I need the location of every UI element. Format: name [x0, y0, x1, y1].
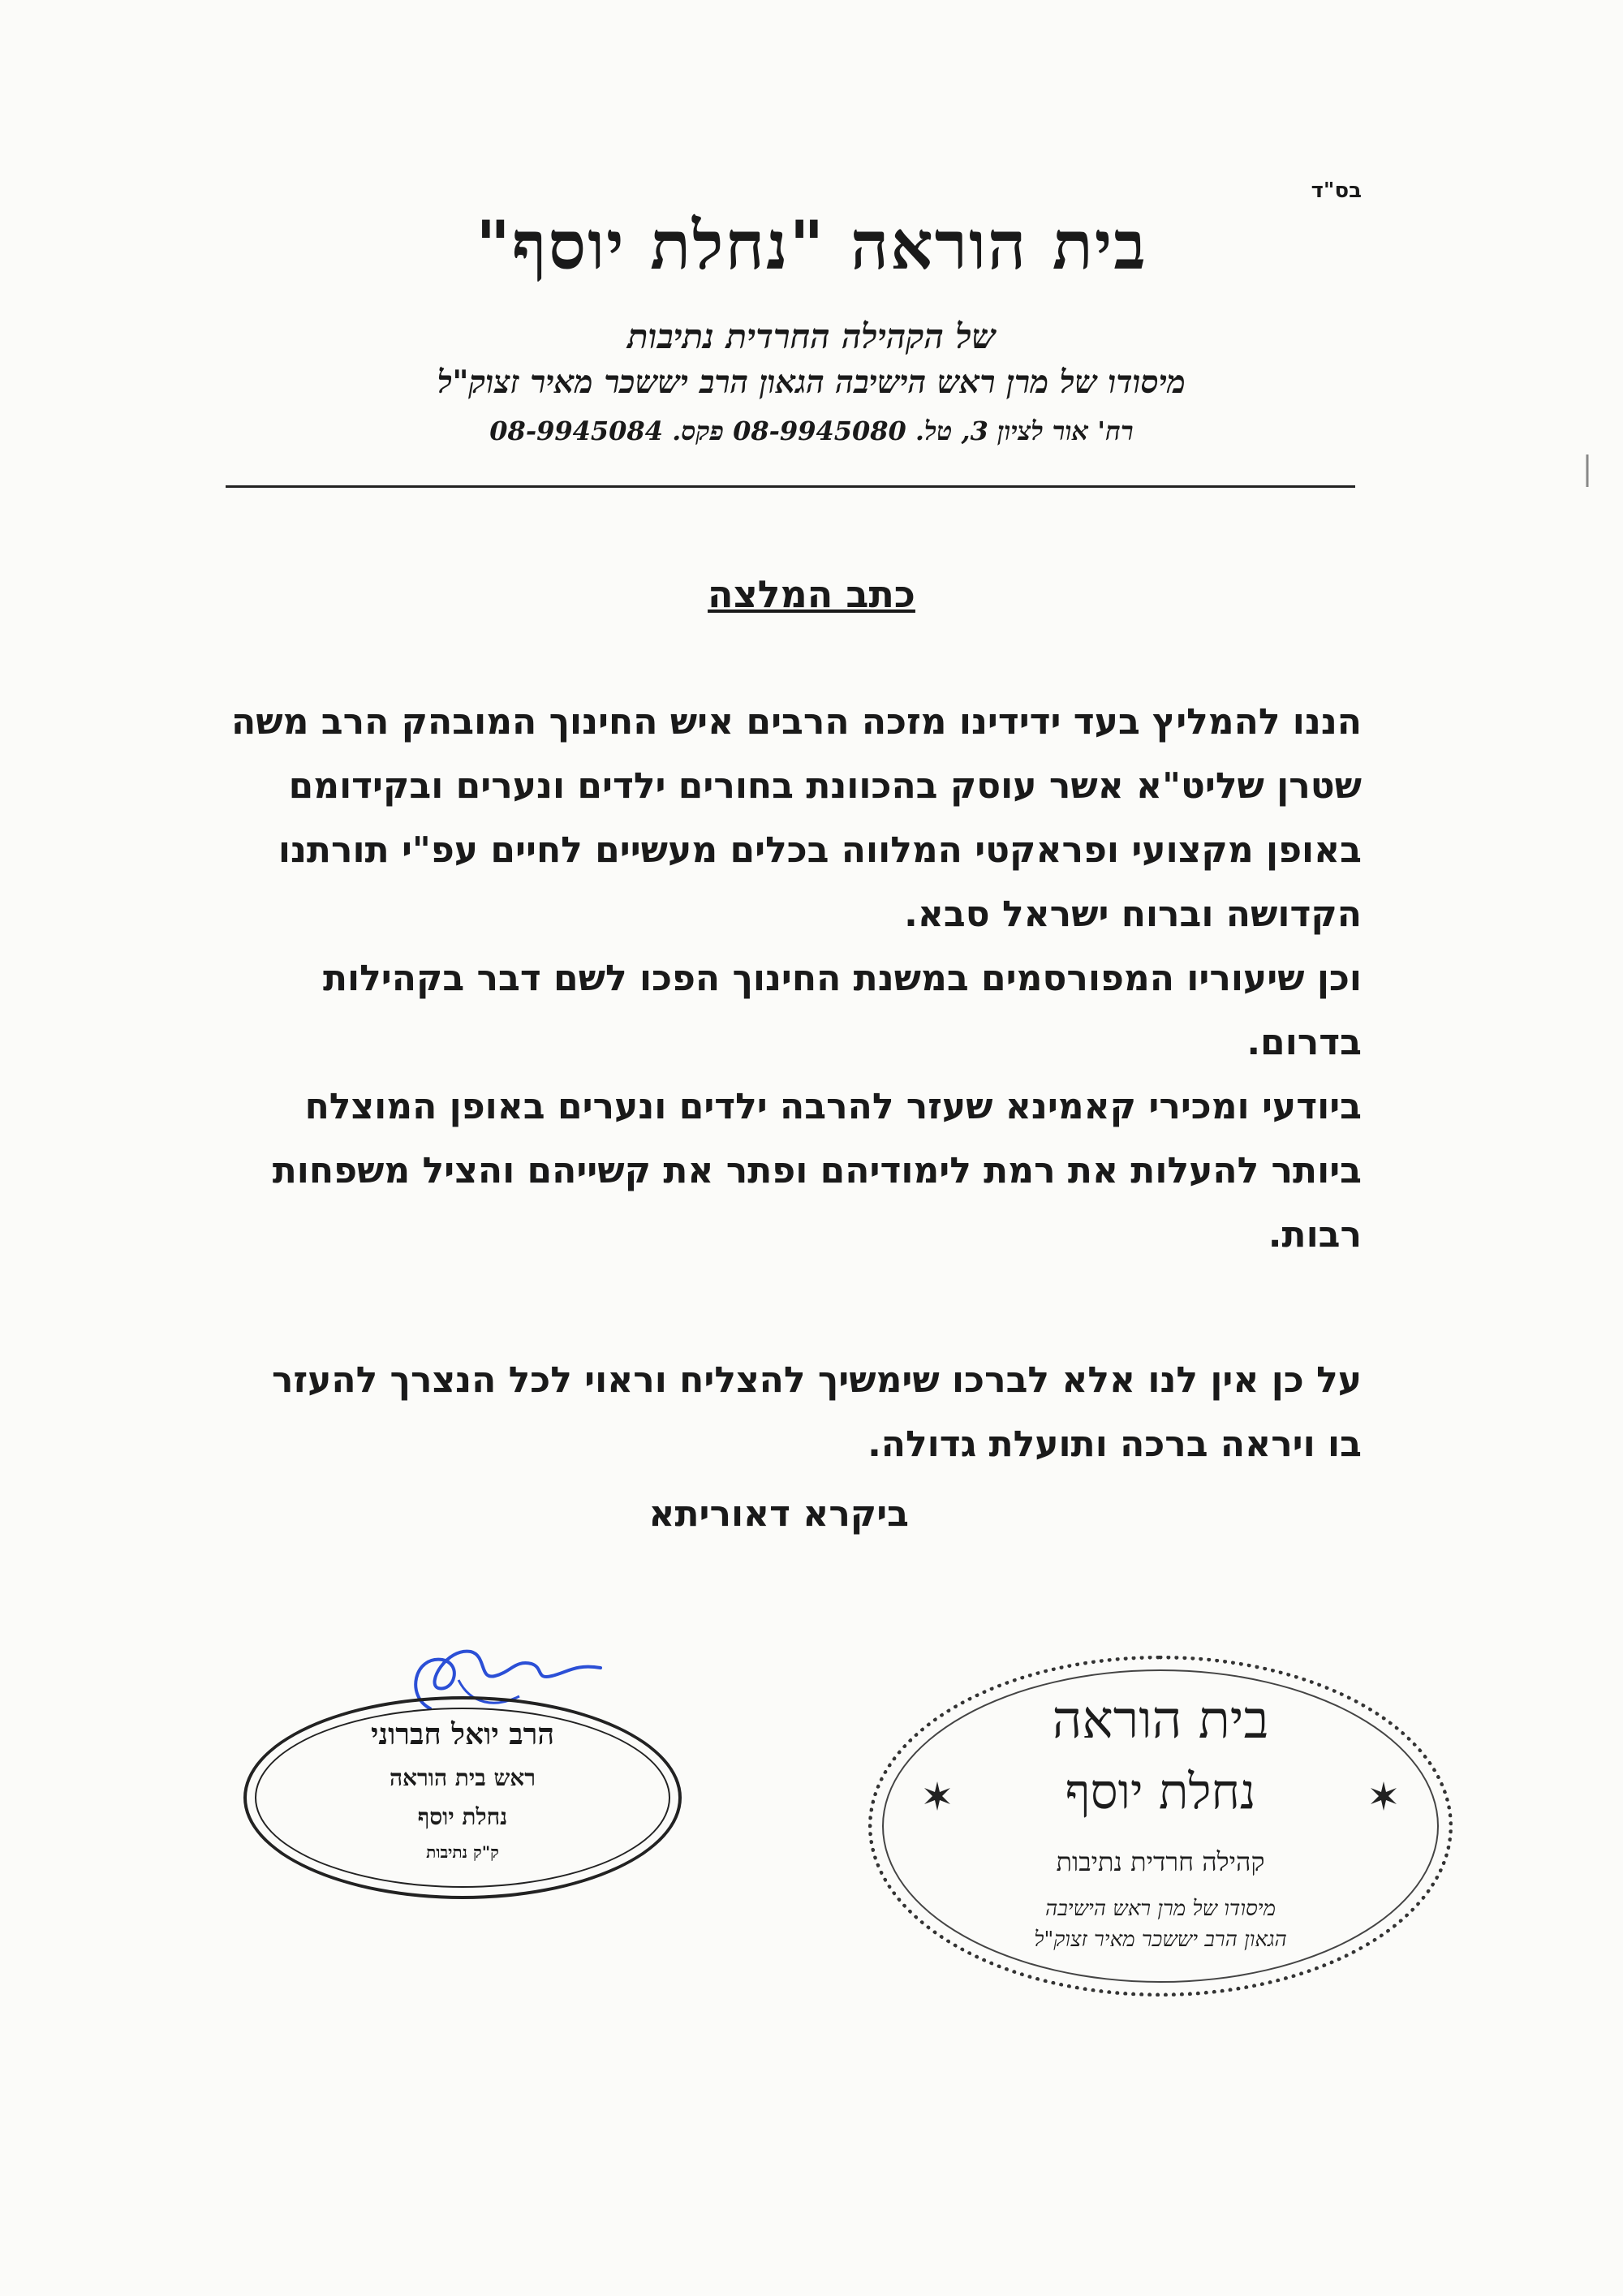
paper-mark-icon: [1584, 454, 1591, 487]
institution-stamp-line1: בית הוראה: [1052, 1691, 1269, 1751]
letter-paragraph: וכן שיעוריו המפורסמים במשנת החינוך הפכו לשם דבר בקהילות בדרום.: [323, 958, 1362, 1063]
institution-stamp-line2: נחלת יוסף: [1065, 1764, 1256, 1820]
org-address: רח' אור לציון 3, טל. 08-9945080 פקס. 08-9945084: [489, 416, 1134, 446]
letter-paragraph: הננו להמליץ בעד ידידינו מזכה הרבים איש החינוך המובהק הרב משה שטרן שליט"א אשר עוסק בהכוונת בחורים ילדים ונערים ובקידומם באופן מקצועי ופראקטי המלווה בכלים מעשיים לחיים עפ"י תורתנו הקדושה וברוח ישראל סבא.: [231, 701, 1362, 935]
institution-stamp-line5: הגאון הרב יששכר מאיר זצוק"ל: [1034, 1928, 1287, 1952]
bsd-mark: בס"ד: [1311, 179, 1362, 203]
institution-stamp-line4: מיסודו של מרן ראש הישיבה: [1044, 1897, 1276, 1921]
rabbi-stamp-name: הרב יואל חברוני: [370, 1717, 555, 1751]
rabbi-stamp: [243, 1696, 682, 1899]
institution-stamp: [868, 1656, 1453, 1997]
star-icon: [1367, 1780, 1400, 1812]
header-divider: [226, 485, 1355, 488]
letter-closing-paragraph: על כן אין לנו אלא לברכו שימשיך להצליח וראוי לכל הנצרך להעזר בו ויראה ברכה ותועלת גדולה.: [271, 1359, 1362, 1465]
letter-body: [226, 690, 1362, 1476]
org-founder: מיסודו של מרן ראש הישיבה הגאון הרב יששכר מאיר זצוק"ל: [437, 364, 1186, 401]
letter-paragraph: ביודעי ומכירי קאמינא שעזר להרבה ילדים ונערים באופן המוצלח ביותר להעלות את רמת לימודיהם ופתר את קשייהם והציל משפחות רבות.: [272, 1086, 1362, 1256]
institution-stamp-line3: קהילה חרדית נתיבות: [1056, 1846, 1265, 1877]
rabbi-stamp-title: ראש בית הוראה: [389, 1764, 536, 1791]
star-icon: [921, 1780, 954, 1812]
letter-title: כתב המלצה: [708, 572, 915, 616]
letter-sign-off: ביקרא דאוריתא: [648, 1493, 909, 1535]
paragraph-spacer: [226, 1267, 1362, 1348]
rabbi-stamp-city: ק"ק נתיבות: [426, 1842, 499, 1862]
org-community: של הקהילה החרדית נתיבות: [627, 317, 996, 356]
rabbi-stamp-org: נחלת יוסף: [417, 1803, 508, 1830]
org-name: בית הוראה "נחלת יוסף": [476, 207, 1147, 285]
